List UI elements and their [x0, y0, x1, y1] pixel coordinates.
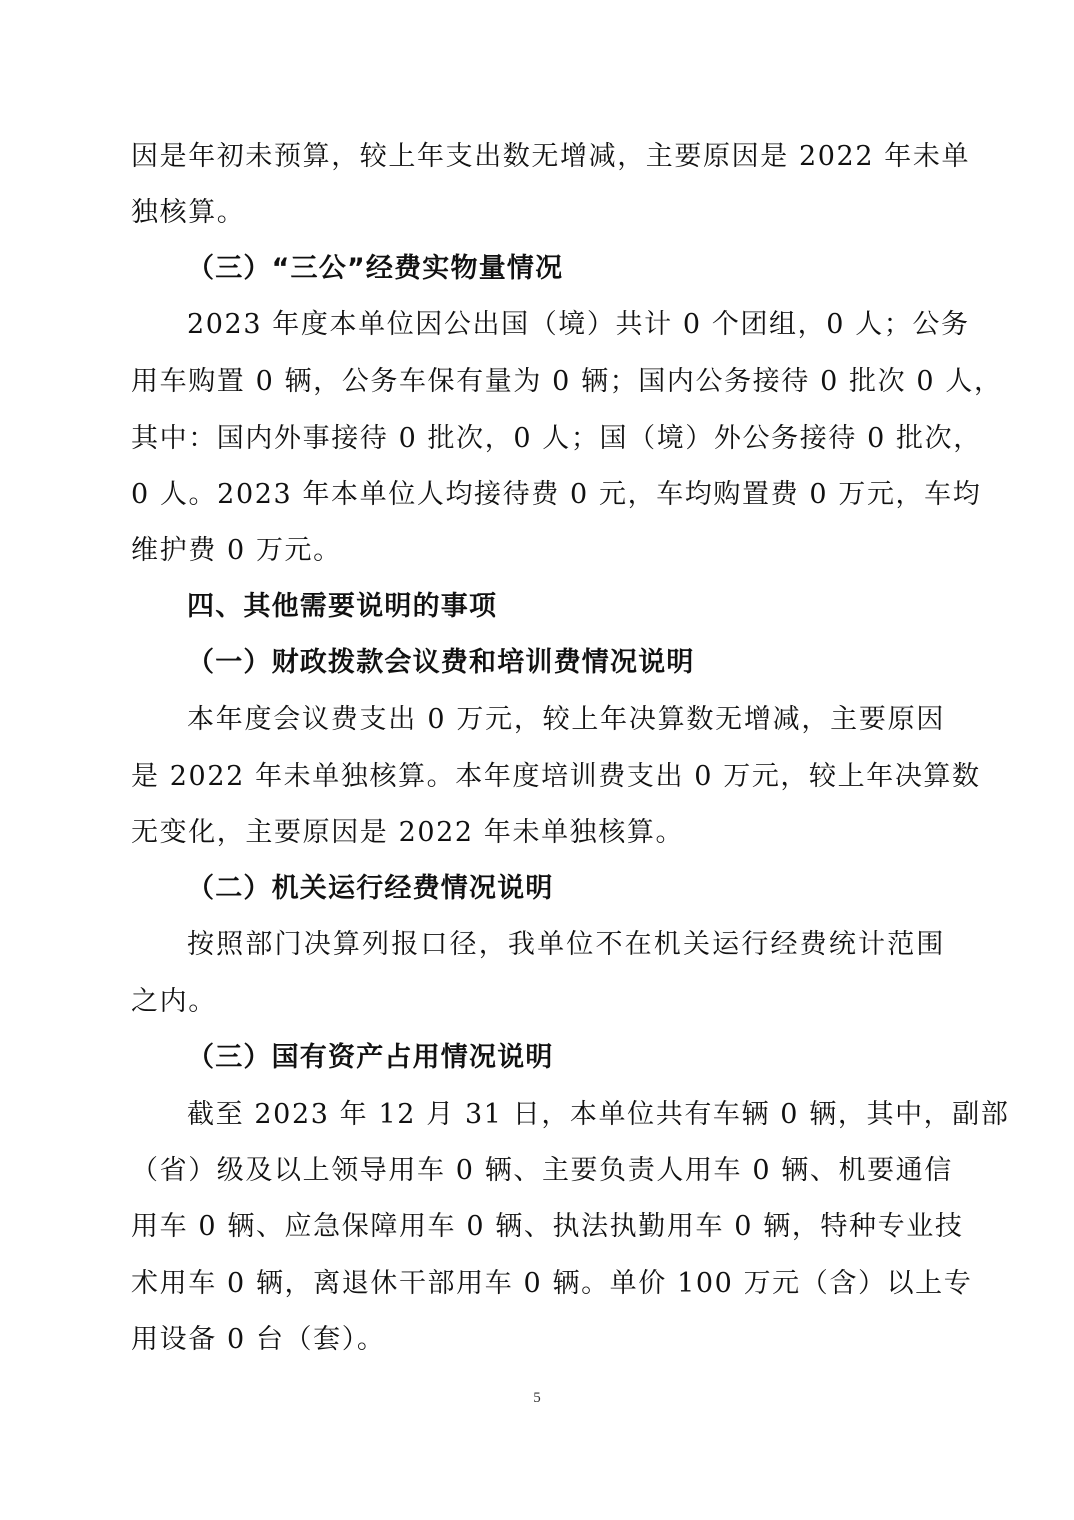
body-line: 0 人。2023 年本单位人均接待费 0 元，车均购置费 0 万元，车均: [131, 479, 982, 510]
body-line: 2023 年度本单位因公出国（境）共计 0 个团组，0 人；公务: [187, 309, 970, 340]
body-line: 用车 0 辆、应急保障用车 0 辆、执法执勤用车 0 辆，特种专业技: [131, 1211, 964, 1242]
body-line: 是 2022 年未单独核算。本年度培训费支出 0 万元，较上年决算数: [131, 761, 981, 792]
body-line: （省）级及以上领导用车 0 辆、主要负责人用车 0 辆、机要通信: [131, 1155, 953, 1186]
body-line: 维护费 0 万元。: [131, 535, 342, 566]
section-heading-state-assets: （三）国有资产占用情况说明: [187, 1042, 554, 1073]
section-heading-other-matters: 四、其他需要说明的事项: [187, 591, 498, 622]
body-line: 术用车 0 辆，离退休干部用车 0 辆。单价 100 万元（含）以上专: [131, 1268, 973, 1299]
section-heading-sangong-quantity: （三）“三公”经费实物量情况: [187, 253, 564, 284]
body-line: 无变化，主要原因是 2022 年未单独核算。: [131, 817, 685, 848]
section-heading-operating-expenses: （二）机关运行经费情况说明: [187, 873, 554, 904]
body-line: 按照部门决算列报口径，我单位不在机关运行经费统计范围: [187, 929, 945, 960]
body-line: 本年度会议费支出 0 万元，较上年决算数无增减，主要原因: [187, 704, 945, 735]
body-line: 之内。: [131, 986, 217, 1017]
body-line: 其中：国内外事接待 0 批次，0 人；国（境）外公务接待 0 批次，: [131, 423, 982, 454]
page-number: 5: [533, 1390, 541, 1406]
body-line: 用车购置 0 辆，公务车保有量为 0 辆；国内公务接待 0 批次 0 人，: [131, 366, 1003, 397]
section-heading-meeting-training: （一）财政拨款会议费和培训费情况说明: [187, 647, 695, 678]
body-line: 截至 2023 年 12 月 31 日，本单位共有车辆 0 辆，其中，副部: [187, 1099, 1010, 1130]
body-line: 用设备 0 台（套）。: [131, 1324, 386, 1355]
body-line: 因是年初未预算，较上年支出数无增减，主要原因是 2022 年未单: [131, 141, 971, 172]
body-line: 独核算。: [131, 197, 246, 228]
